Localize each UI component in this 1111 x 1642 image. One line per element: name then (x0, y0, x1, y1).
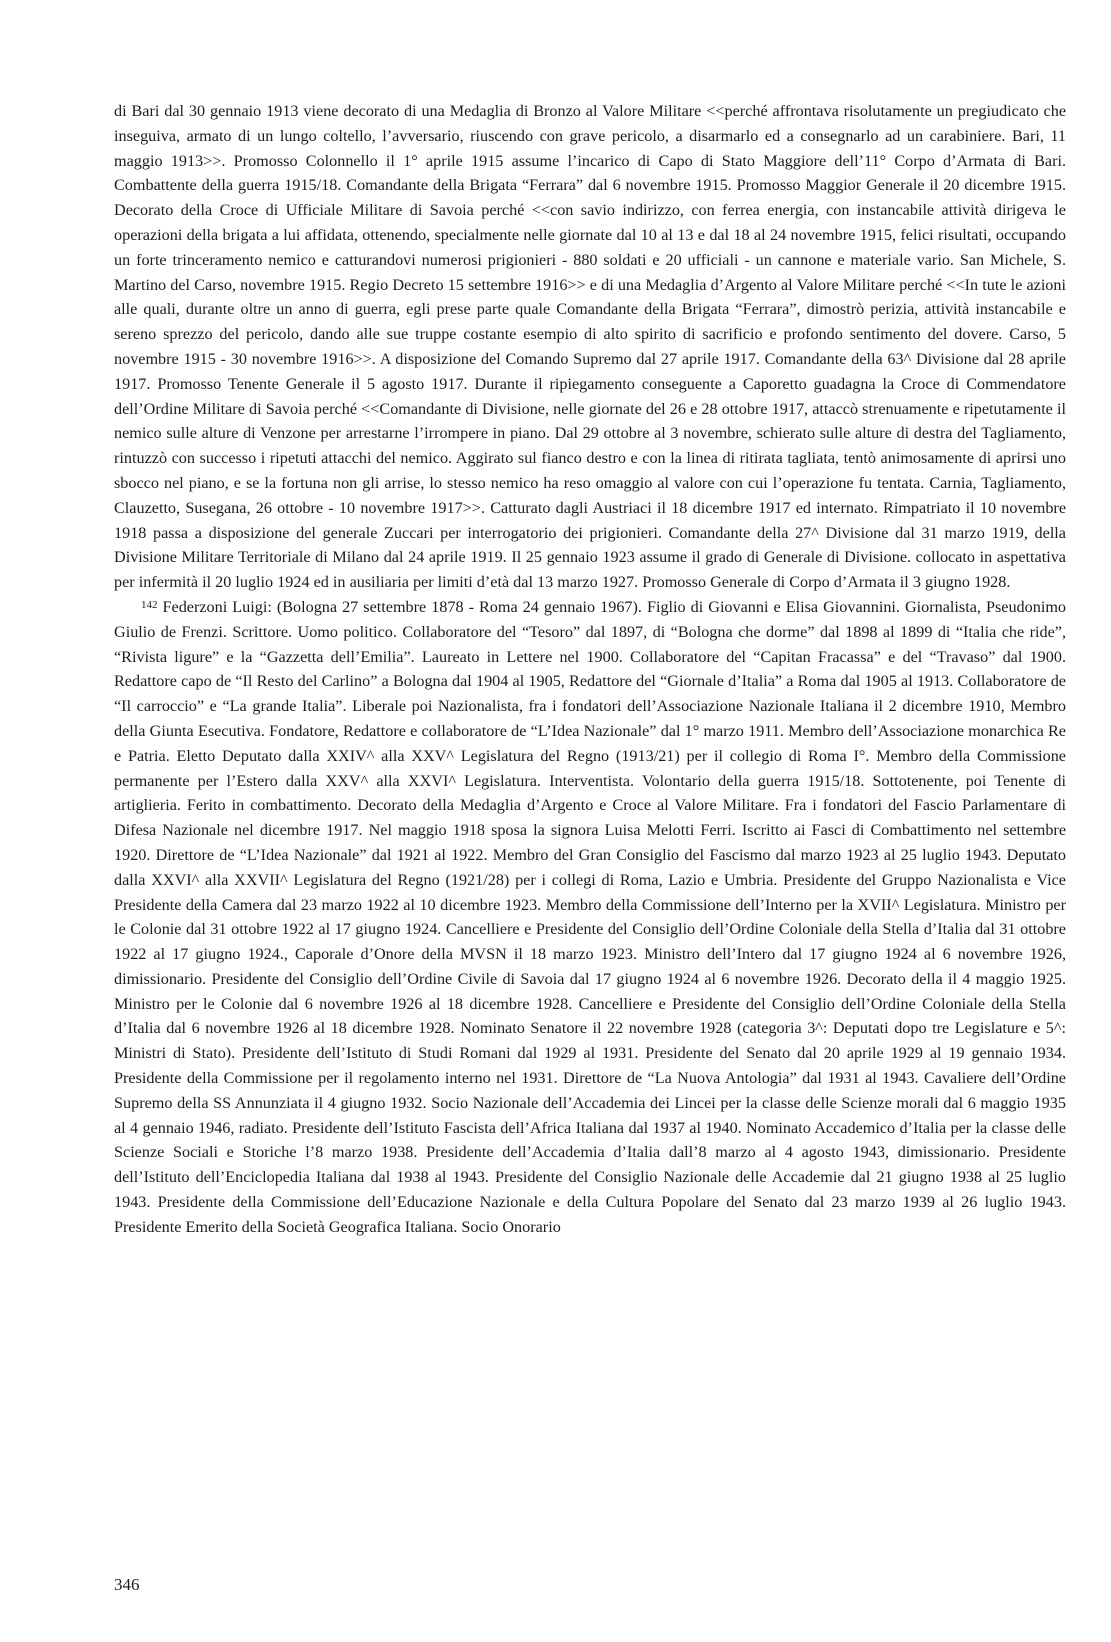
body-text (114, 99, 1066, 1240)
footnote-text: Federzoni Luigi: (Bologna 27 settembre 1878 - Roma 24 gennaio 1967). Figlio di Giovanni e Elisa Giovannini. Giornalista, Pseudonimo Giulio de Frenzi. Scrittore. Uomo politico. Collaboratore del “Tesoro” dal 1897, di “Bologna che dorme” dal 1898 al 1899 di “Italia che ride”, “Rivista ligure” e la “Gazzetta dell’Emilia”. Laureato in Lettere nel 1900. Collaboratore del “Capitan Fracassa” e del “Travaso” dal 1900. Redattore capo de “Il Resto del Carlino” a Bologna dal 1904 al 1905, Redattore del “Giornale d’Italia” a Roma dal 1905 al 1913. Collaboratore de “Il carroccio” e “La grande Italia”. Liberale poi Nazionalista, fra i fondatori dell’Associazione Nazionale Italiana il 2 dicembre 1910, Membro della Giunta Esecutiva. Fondatore, Redattore e collaboratore de “L’Idea Nazionale” dal 1° marzo 1911. Membro dell’Associazione monarchica Re e Patria. Eletto Deputato dalla XXIV^ alla XXV^ Legislatura del Regno (1913/21) per il collegio di Roma I°. Membro della Commissione permanente per l’Estero dalla XXV^ alla XXVI^ Legislatura. Interventista. Volontario della guerra 1915/18. Sottotenente, poi Tenente di artiglieria. Ferito in combattimento. Decorato della Medaglia d’Argento e Croce al Valore Militare. Fra i fondatori del Fascio Parlamentare di Difesa Nazionale nel dicembre 1917. Nel maggio 1918 sposa la signora Luisa Melotti Ferri. Iscritto ai Fasci di Combattimento nel settembre 1920. Direttore de “L’Idea Nazionale” dal 1921 al 1922. Membro del Gran Consiglio del Fascismo dal marzo 1923 al 25 luglio 1943. Deputato dalla XXVI^ alla XXVII^ Legislatura del Regno (1921/28) per i collegi di Roma, Lazio e Umbria. Presidente del Gruppo Nazionalista e Vice Presidente della Camera dal 23 marzo 1922 al 10 dicembre 1923. Membro della Commissione dell’Interno per la XVII^ Legislatura. Ministro per le Colonie dal 31 ottobre 1922 al 17 giugno 1924. Cancelliere e Presidente del Consiglio dell’Ordine Coloniale della Stella d’Italia dal 31 ottobre 1922 al 17 giugno 1924., Caporale d’Onore della MVSN il 18 marzo 1923. Ministro dell’Intero dal 17 giugno 1924 al 6 novembre 1926, dimissionario. Presidente del Consiglio dell’Ordine Civile di Savoia dal 17 giugno 1924 al 6 novembre 1926. Decorato della il 4 maggio 1925. Ministro per le Colonie dal 6 novembre 1926 al 18 dicembre 1928. Cancelliere e Presidente del Consiglio dell’Ordine Coloniale della Stella d’Italia dal 6 novembre 1926 al 18 dicembre 1928. Nominato Senatore il 22 novembre 1928 (categoria 3^: Deputati dopo tre Legislature e 5^: Ministri di Stato). Presidente dell’Istituto di Studi Romani dal 1929 al 1931. Presidente del Senato dal 20 aprile 1929 al 19 gennaio 1934. Presidente della Commissione per il regolamento interno nel 1931. Direttore de “La Nuova Antologia” dal 1931 al 1943. Cavaliere dell’Ordine Supremo della SS Annunziata il 4 giugno 1932. Socio Nazionale dell’Accademia dei Lincei per la classe delle Scienze morali dal 6 maggio 1935 al 4 gennaio 1946, radiato. Presidente dell’Istituto Fascista dell’Africa Italiana dal 1937 al 1940. Nominato Accademico d’Italia per la classe delle Scienze Sociali e Storiche l’8 marzo 1938. Presidente dell’Accademia d’Italia dall’8 marzo al 4 agosto 1943, dimissionario. Presidente dell’Istituto dell’Enciclopedia Italiana dal 1938 al 1943. Presidente del Consiglio Nazionale delle Accademie dal 21 giugno 1938 al 25 luglio 1943. Presidente della Commissione dell’Educazione Nazionale e della Cultura Popolare del Senato dal 23 marzo 1939 al 26 luglio 1943. Presidente Emerito della Società Geografica Italiana. Socio Onorario (114, 597, 1066, 1236)
footnote-number: 142 (141, 598, 158, 611)
footnote-142-paragraph (114, 595, 1066, 1240)
paragraph-biography-continued: di Bari dal 30 gennaio 1913 viene decorato di una Medaglia di Bronzo al Valore Militare <<perché affrontava risolutamente un pregiudicato che inseguiva, armato di un lungo coltello, l’avversario, riuscendo con grave pericolo, a disarmarlo ed a consegnarlo ad un carabiniere. Bari, 11 maggio 1913>>. Promosso Colonnello il 1° aprile 1915 assume l’incarico di Capo di Stato Maggiore dell’11° Corpo d’Armata di Bari. Combattente della guerra 1915/18. Comandante della Brigata “Ferrara” dal 6 novembre 1915. Promosso Maggior Generale il 20 dicembre 1915. Decorato della Croce di Ufficiale Militare di Savoia perché <<con savio indirizzo, con ferrea energia, con instancabile attività dirigeva le operazioni della brigata a lui affidata, ottenendo, specialmente nelle giornate dal 10 al 13 e dal 18 al 24 novembre 1915, felici risultati, occupando un forte trinceramento nemico e catturandovi numerosi prigionieri - 880 soldati e 20 ufficiali - un cannone e materiale vario. San Michele, S. Martino del Carso, novembre 1915. Regio Decreto 15 settembre 1916>> e di una Medaglia d’Argento al Valore Militare perché <<In tute le azioni alle quali, durante oltre un anno di guerra, egli prese parte quale Comandante della Brigata “Ferrara”, dimostrò perizia, attività instancabile e sereno sprezzo del pericolo, dando alle sue truppe costante esempio di alto spirito di sacrificio e profondo sentimento del dovere. Carso, 5 novembre 1915 - 30 novembre 1916>>. A disposizione del Comando Supremo dal 27 aprile 1917. Comandante della 63^ Divisione dal 28 aprile 1917. Promosso Tenente Generale il 5 agosto 1917. Durante il ripiegamento conseguente a Caporetto guadagna la Croce di Commendatore dell’Ordine Militare di Savoia perché <<Comandante di Divisione, nelle giornate del 26 e 28 ottobre 1917, attaccò strenuamente e ripetutamente il nemico sulle alture di Venzone per arrestarne l’irrompere in piano. Dal 29 ottobre al 3 novembre, schierato sulle alture di destra del Tagliamento, rintuzzò con successo i ripetuti attacchi del nemico. Aggirato sul fianco destro e con la linea di ritirata tagliata, tentò animosamente di aprirsi uno sbocco nel piano, e se la fortuna non gli arrise, lo stesso nemico ha reso omaggio al valore con cui l’operazione fu tentata. Carnia, Tagliamento, Clauzetto, Susegana, 26 ottobre - 10 novembre 1917>>. Catturato dagli Austriaci il 18 dicembre 1917 ed internato. Rimpatriato il 10 novembre 1918 passa a disposizione del generale Zuccari per interrogatorio dei prigionieri. Comandante della 27^ Divisione dal 31 marzo 1919, della Divisione Militare Territoriale di Milano dal 24 aprile 1919. Il 25 gennaio 1923 assume il grado di Generale di Divisione. collocato in aspettativa per infermità il 20 luglio 1924 ed in ausiliaria per limiti d’età dal 13 marzo 1927. Promosso Generale di Corpo d’Armata il 3 giugno 1928. (114, 102, 1066, 592)
page-number: 346 (114, 1575, 140, 1594)
